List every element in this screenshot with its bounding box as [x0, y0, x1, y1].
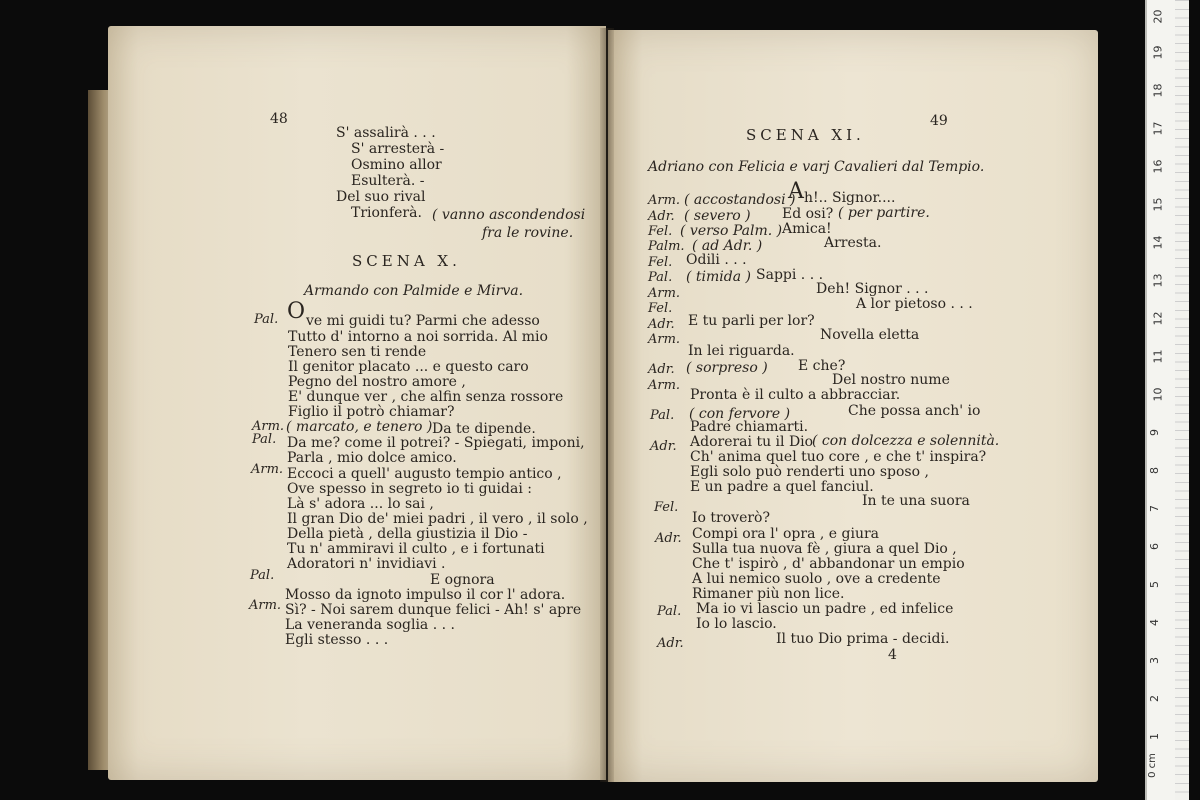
- page-number-left: 48: [270, 111, 288, 127]
- dialogue-line: E un padre a quel fanciul.: [690, 479, 874, 495]
- ruler-tick-label: 16: [1151, 159, 1165, 174]
- speaker-label: Pal.: [252, 432, 277, 447]
- speaker-label: Arm.: [648, 332, 681, 347]
- dialogue-line: Ch' anima quel tuo core , e che t' inspira?: [690, 449, 987, 465]
- stage-direction: ( sorpreso ): [686, 360, 768, 376]
- speaker-label: Arm.: [251, 462, 284, 477]
- dialogue-line: Novella eletta: [820, 327, 920, 343]
- ruler-tick-label: 15: [1151, 197, 1165, 212]
- dialogue-line: h!.. Signor....: [804, 190, 896, 206]
- dialogue-line: Rimaner più non lice.: [692, 586, 845, 602]
- speaker-label: Adr.: [648, 209, 675, 224]
- dialogue-line: Da te dipende.: [432, 421, 536, 437]
- ruler-tick-label: 11: [1151, 349, 1165, 364]
- dialogue-line: Della pietà , della giustizia il Dio -: [287, 526, 528, 542]
- stage-direction: ( timida ): [686, 269, 751, 285]
- speaker-label: Adr.: [648, 317, 675, 332]
- ruler-tick-label: 14: [1151, 235, 1165, 250]
- dialogue-line: Che t' ispirò , d' abbandonar un empio: [692, 556, 965, 572]
- scene-heading: SCENA XI.: [746, 126, 865, 144]
- speaker-label: Pal.: [650, 408, 675, 423]
- dialogue-line: Io lo lascio.: [696, 616, 777, 632]
- dialogue-line: Da me? come il potrei? - Spiegati, imponi,: [287, 435, 585, 451]
- ruler-tick-label: 7: [1148, 505, 1161, 512]
- stage-direction: ( vanno ascondendosi: [432, 207, 586, 223]
- dialogue-line: Tutto d' intorno a noi sorrida. Al mio: [288, 329, 548, 345]
- scene-heading: SCENA X.: [352, 252, 461, 270]
- ruler-tick-label: 17: [1151, 121, 1165, 136]
- dialogue-line: Ove spesso in segreto io ti guidai :: [287, 481, 532, 497]
- ruler-tick-label: 18: [1151, 83, 1165, 98]
- dialogue-line: Egli stesso . . .: [285, 632, 389, 648]
- ruler-tick-label: 6: [1148, 543, 1161, 550]
- dialogue-line: Arresta.: [824, 235, 882, 251]
- ruler-tick-label: 3: [1148, 657, 1161, 664]
- dialogue-line: ve mi guidi tu? Parmi che adesso: [306, 313, 540, 329]
- dialogue-line: Del nostro nume: [832, 372, 950, 388]
- dialogue-line: Io troverò?: [692, 510, 770, 526]
- ruler-tick-label: 13: [1151, 273, 1165, 288]
- dialogue-line: Compi ora l' opra , e giura: [692, 526, 880, 542]
- stage-direction: ( con dolcezza e solennità.: [812, 433, 1000, 449]
- signature-mark: 4: [888, 647, 897, 663]
- dialogue-line: In te una suora: [862, 493, 970, 509]
- stage-direction: ( severo ): [684, 208, 751, 224]
- speaker-label: Fel.: [654, 500, 679, 515]
- dialogue-line: Mosso da ignoto impulso il cor l' adora.: [285, 587, 566, 603]
- dialogue-line: Pronta è il culto a abbracciar.: [690, 387, 901, 403]
- ruler-tick-label: 2: [1148, 695, 1161, 702]
- verse-line: S' assalirà . . .: [336, 125, 436, 141]
- dialogue-line: La veneranda soglia . . .: [285, 617, 455, 633]
- dialogue-line: Là s' adora ... lo sai ,: [287, 496, 434, 512]
- dialogue-line: A lui nemico suolo , ove a credente: [692, 571, 941, 587]
- speaker-label: Fel.: [648, 255, 673, 270]
- ruler-tick-label: 9: [1148, 429, 1161, 436]
- speaker-label: Pal.: [657, 604, 682, 619]
- dialogue-line: Deh! Signor . . .: [816, 281, 929, 297]
- ruler-tick-label: 8: [1148, 467, 1161, 474]
- scene-characters: Adriano con Felicia e varj Cavalieri dal Tempio.: [648, 159, 985, 175]
- dialogue-line: Amica!: [782, 221, 832, 237]
- stage-direction: ( per partire.: [838, 205, 930, 221]
- dialogue-line: Il tuo Dio prima - decidi.: [776, 631, 950, 647]
- verse-line: S' arresterà -: [351, 141, 445, 157]
- dialogue-line: Padre chiamarti.: [690, 419, 809, 435]
- dialogue-line: Sappi . . .: [756, 267, 824, 283]
- speaker-label: Arm.: [252, 419, 285, 434]
- page-number-right: 49: [930, 113, 948, 129]
- stage-direction: ( con fervore ): [689, 406, 791, 422]
- speaker-label: Fel.: [648, 301, 673, 316]
- speaker-label: Arm.: [249, 598, 282, 613]
- ruler-tick-label: 10: [1151, 387, 1165, 402]
- ruler-tick-label: 19: [1151, 45, 1165, 60]
- stage-direction: fra le rovine.: [482, 225, 574, 241]
- dialogue-line: E tu parli per lor?: [688, 313, 815, 329]
- dialogue-line: Pegno del nostro amore ,: [288, 374, 466, 390]
- dialogue-line: Ma io vi lascio un padre , ed infelice: [696, 601, 954, 617]
- ruler-tick-label: 12: [1151, 311, 1165, 326]
- speaker-label: Pal.: [648, 270, 673, 285]
- dialogue-line: Il genitor placato ... e questo caro: [288, 359, 529, 375]
- verse-line: Esulterà. -: [351, 173, 425, 189]
- ruler-tick-label: 20: [1151, 9, 1165, 24]
- drop-initial: O: [287, 299, 306, 324]
- ruler-tick-label: 5: [1148, 581, 1161, 588]
- dialogue-line: Adoratori n' invidiavi .: [287, 556, 446, 572]
- scene-characters: Armando con Palmide e Mirva.: [304, 283, 524, 299]
- speaker-label: Arm.: [648, 286, 681, 301]
- speaker-label: Adr.: [657, 636, 684, 651]
- dialogue-line: E' dunque ver , che alfin senza rossore: [288, 389, 564, 405]
- dialogue-line: E ognora: [430, 572, 495, 588]
- dialogue-line: Eccoci a quell' augusto tempio antico ,: [287, 466, 562, 482]
- dialogue-line: Adorerai tu il Dio: [690, 434, 814, 450]
- verse-line: Trionferà.: [351, 205, 422, 221]
- dialogue-line: Egli solo può renderti uno sposo ,: [690, 464, 929, 480]
- dialogue-line: Che possa anch' io: [848, 403, 981, 419]
- stage-direction: ( verso Palm. ): [680, 223, 783, 239]
- ruler-tick-label: 4: [1148, 619, 1161, 626]
- speaker-label: Adr.: [650, 439, 677, 454]
- dialogue-line: In lei riguarda.: [688, 343, 795, 359]
- dialogue-line: E che?: [798, 358, 846, 374]
- speaker-label: Pal.: [254, 312, 279, 327]
- stage-direction: ( accostandosi ): [684, 192, 796, 208]
- dialogue-line: Odili . . .: [686, 252, 747, 268]
- dialogue-line: Il gran Dio de' miei padri , il vero , il solo ,: [287, 511, 588, 527]
- book-gutter: [600, 28, 614, 782]
- speaker-label: Arm.: [648, 193, 681, 208]
- verse-line: Del suo rival: [336, 189, 426, 205]
- speaker-label: Fel.: [648, 224, 673, 239]
- dialogue-line: Tenero sen ti rende: [288, 344, 427, 360]
- dialogue-line: Figlio il potrò chiamar?: [288, 404, 455, 420]
- drop-initial: A: [788, 179, 804, 204]
- stage-direction: ( marcato, e tenero ): [286, 419, 433, 435]
- speaker-label: Pal.: [250, 568, 275, 583]
- ruler-tick-label: 1: [1148, 733, 1161, 740]
- ruler-unit-label: 0 cm: [1146, 753, 1158, 778]
- dialogue-line: Sulla tua nuova fè , giura a quel Dio ,: [692, 541, 957, 557]
- speaker-label: Adr.: [648, 362, 675, 377]
- dialogue-line: Parla , mio dolce amico.: [287, 450, 457, 466]
- verse-line: Osmino allor: [351, 157, 442, 173]
- speaker-label: Arm.: [648, 378, 681, 393]
- speaker-label: Palm.: [648, 239, 685, 254]
- dialogue-line: A lor pietoso . . .: [856, 296, 973, 312]
- dialogue-line: Sì? - Noi sarem dunque felici - Ah! s' apre: [285, 602, 582, 618]
- speaker-label: Adr.: [655, 531, 682, 546]
- dialogue-line: Tu n' ammiravi il culto , e i fortunati: [287, 541, 545, 557]
- stage-direction: ( ad Adr. ): [692, 238, 763, 254]
- dialogue-line: Ed osi?: [782, 206, 834, 222]
